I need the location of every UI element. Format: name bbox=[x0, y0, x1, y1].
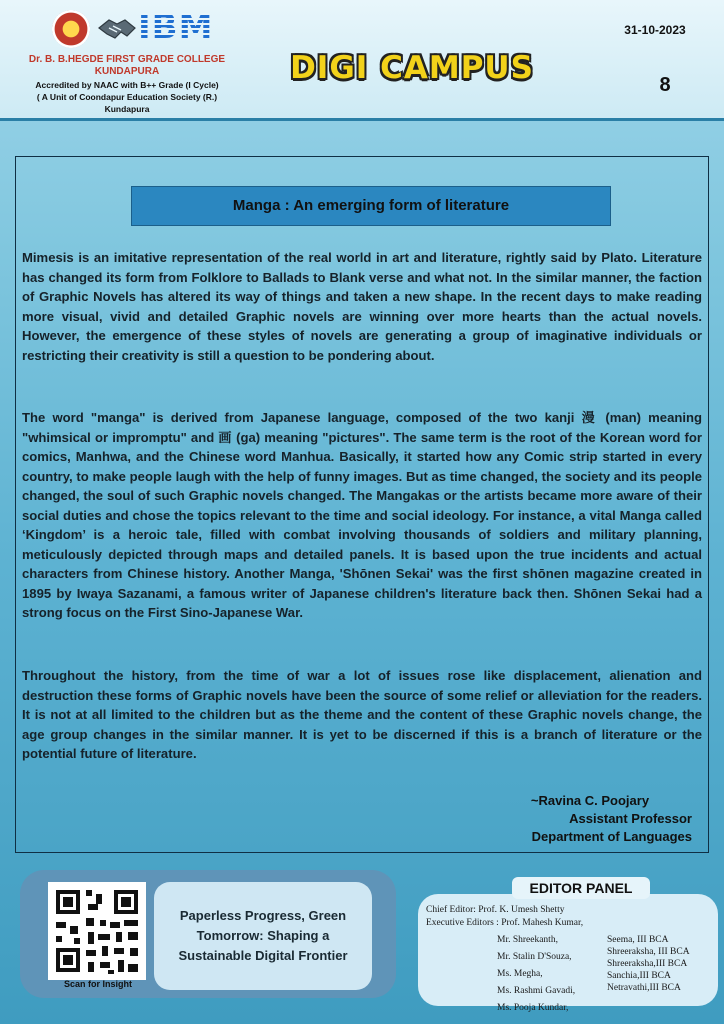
staff-editor: Ms. Pooja Kundar, bbox=[497, 1003, 569, 1013]
issue-date: 31-10-2023 bbox=[624, 23, 686, 37]
page-number: 8 bbox=[659, 74, 671, 96]
executive-editors-label: Executive Editors : Prof. Mahesh Kumar, bbox=[426, 918, 584, 928]
author-department: Department of Languages bbox=[531, 829, 692, 844]
student-editor: Seema, III BCA bbox=[607, 935, 669, 945]
article-paragraph-3: Throughout the history, from the time of war a lot of issues rose like displacement, alienation and destruction these forms of Graphic novels have been the source of some relief or alleviation for the readers. It is not at all limited to the children but as the theme and the content of these Graphic novels change, the age group changes in the similar manner. It is yet to be discerned if this is a branch of literature or the potential future of literature. bbox=[22, 668, 702, 761]
editor-panel-heading: EDITOR PANEL bbox=[512, 877, 650, 899]
college-name: Dr. B. B.HEGDE FIRST GRADE COLLEGE bbox=[28, 54, 226, 65]
college-seal-logo bbox=[52, 10, 90, 48]
staff-editor: Ms. Rashmi Gavadi, bbox=[497, 986, 576, 996]
publication-title: DIGI CAMPUS bbox=[290, 50, 534, 86]
staff-editor: Mr. Stalin D'Souza, bbox=[497, 952, 572, 962]
student-editor: Shreeraksha, III BCA bbox=[607, 947, 690, 957]
slogan: Paperless Progress, Green Tomorrow: Shaping a Sustainable Digital Frontier bbox=[154, 882, 372, 990]
staff-editor: Mr. Shreekanth, bbox=[497, 935, 558, 945]
qr-label: Scan for Insight bbox=[63, 979, 132, 989]
accreditation-text: Accredited by NAAC with B++ Grade (I Cycle) bbox=[35, 80, 219, 90]
author-name: ~Ravina C. Poojary bbox=[530, 793, 650, 808]
handshake-icon bbox=[97, 14, 137, 44]
student-editor: Netravathi,III BCA bbox=[607, 983, 681, 993]
chief-editor: Chief Editor: Prof. K. Umesh Shetty bbox=[426, 905, 565, 915]
author-role: Assistant Professor bbox=[569, 811, 692, 826]
staff-editor: Ms. Megha, bbox=[497, 969, 543, 979]
ibm-logo: IBM bbox=[138, 10, 218, 44]
society-text: ( A Unit of Coondapur Education Society (R.) bbox=[36, 92, 218, 102]
college-place: KUNDAPURA bbox=[94, 66, 160, 77]
student-editor: Shreeraksha,III BCA bbox=[607, 959, 688, 969]
article-title: Manga : An emerging form of literature bbox=[131, 186, 611, 226]
student-editor: Sanchia,III BCA bbox=[607, 971, 671, 981]
masthead-divider bbox=[0, 118, 724, 121]
article-paragraph-2: The word "manga" is derived from Japanese language, composed of the two kanji 漫 (man) meaning "whimsical or impromptu" and 画 (ga) meaning "pictures". The same term is the root of the Korean word for comics, Manhwa, and the Chinese word Manhua. Basically, it started how any Comic strip started in every country, to make people laugh with the help of funny images. But as time changed, the society and its people changed, the soul of such Graphic novels changed. The Mangakas or the artists became more aware of their social duties and chose the topics relevant to the time and social ideology. For instance, a vital Manga called ‘Kingdom’ is a heroic tale, filled with combat involving thousands of soldiers and military planning, meticulously depicted through maps and detailed panels. It is based upon the true incidents and actual characters from Chinese history. Another Manga, 'Shōnen Sekai' was the first shōnen magazine created in 1895 by Iwaya Sazanami, a famous writer of Japanese children's literature back then. Shōnen Sekai had a strong focus on the First Sino-Japanese War. bbox=[22, 410, 702, 620]
article-paragraph-1: Mimesis is an imitative representation of the real world in art and literature, rightly said by Plato. Literature has changed its form from Folklore to Ballads to Blank verse and what not. In the similar manner, the faction of Graphic Novels has altered its way of things and taken a new shape. In the recent days to make reading more visual, vivid and detailed Graphic novels are winning over more hearts than the actual novels. However, the emergence of these styles of novels are generating a group of imaginative individuals or restricting their creativity is still a question to be pondering about. bbox=[22, 250, 702, 363]
society-place: Kundapura bbox=[104, 104, 150, 114]
qr-code-icon[interactable] bbox=[48, 882, 146, 980]
